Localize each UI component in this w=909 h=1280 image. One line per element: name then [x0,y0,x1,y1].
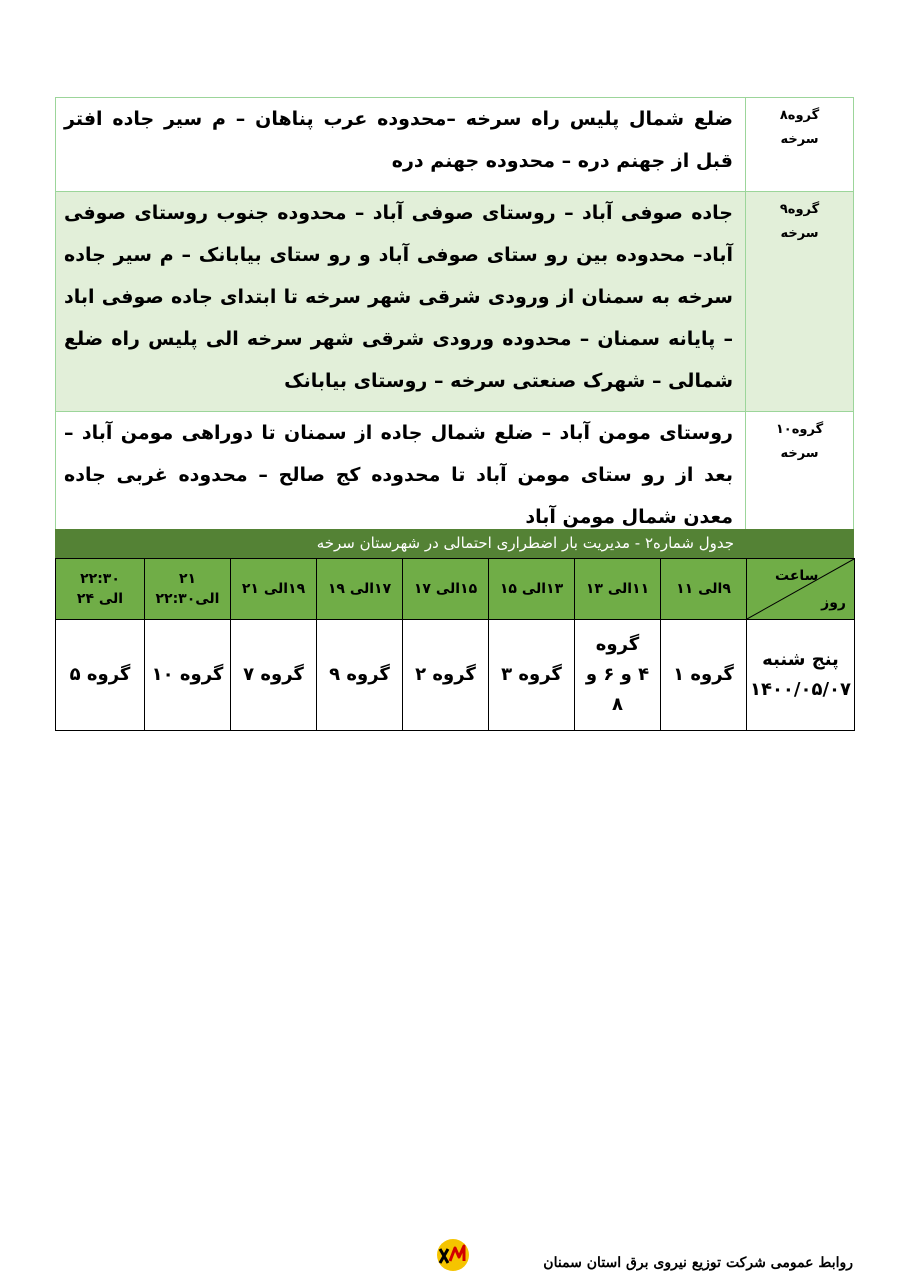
assignment-cell [231,620,317,731]
time-slot-line1: ۱۷الی ۱۹ [327,581,392,597]
assignment-cell [56,620,145,731]
time-slot-header [489,559,575,620]
day-cell [747,620,855,731]
assignment-cell [403,620,489,731]
power-company-logo-icon [428,1237,478,1273]
group-name: گروه۸ [779,108,820,123]
assignment-line1: گروه ۹ [329,664,390,685]
time-slot-line2: الی۲۲:۳۰ [155,591,220,607]
time-slot-line1: ۲۱ [178,571,197,587]
assignment-line3: ۸ [612,694,623,715]
schedule-day-row [56,620,855,731]
group-description: جاده صوفی آباد – روستای صوفی آباد – محدوده جنوب روستای صوفی آباد– محدوده بین رو ستای صوفی آباد و رو ستای بیابانک – م سیر جاده سرخه به سمنان از ورودی شرقی شهر سرخه تا ابتدای جاده صوفی اباد – پایانه سمنان – محدوده ورودی شرقی شهر سرخه الی پلیس راه ضلع شمالی – شهرک صنعتی سرخه – روستای بیابانک [56,192,746,412]
group-row [56,192,854,412]
assignment-cell [661,620,747,731]
footer [428,1237,853,1273]
group-name: گروه۹ [779,202,820,217]
assignment-line1: گروه ۲ [415,664,476,685]
group-city: سرخه [780,446,819,461]
groups-table [55,97,854,547]
assignment-line1: گروه ۷ [243,664,304,685]
schedule-header-row [56,559,855,620]
time-slot-line1: ۱۱الی ۱۳ [585,581,650,597]
group-row [56,412,854,547]
group-description: روستای مومن آباد – ضلع شمال جاده از سمنان تا دوراهی مومن آباد – بعد از رو ستای مومن آباد تا محدوده کج صالح – محدوده غربی جاده معدن شمال مومن آباد [56,412,746,547]
assignment-cell [489,620,575,731]
group-description: ضلع شمال پلیس راه سرخه –محدوده عرب پناهان – م سیر جاده افتر قبل از جهنم دره – محدوده جهنم دره [56,98,746,192]
assignment-line1: گروه ۱۰ [151,664,224,685]
assignment-cell [317,620,403,731]
assignment-line1: گروه ۵ [69,664,131,685]
schedule-table [55,558,855,731]
assignment-line2: ۴ و ۶ و [585,664,650,685]
group-name: گروه۱۰ [775,422,824,437]
group-city: سرخه [780,132,819,147]
corner-header-cell [747,559,855,620]
time-slot-line1: ۱۹الی ۲۱ [241,581,306,597]
time-slot-header [403,559,489,620]
corner-time-label: ساعت [775,568,819,584]
group-row [56,98,854,192]
time-slot-line1: ۱۵الی ۱۷ [413,581,478,597]
assignment-line1: گروه ۱ [673,664,734,685]
time-slot-line1: ۲۲:۳۰ [80,571,120,587]
group-city: سرخه [780,226,819,241]
day-date: ۱۴۰۰/۰۵/۰۷ [749,679,852,700]
time-slot-header [575,559,661,620]
time-slot-line2: الی ۲۴ [76,591,124,607]
time-slot-header [231,559,317,620]
day-name: پنج شنبه [762,649,839,670]
group-name-cell [746,98,854,192]
time-slot-header [145,559,231,620]
time-slot-header [317,559,403,620]
corner-day-label: روز [821,595,846,611]
time-slot-line1: ۱۳الی ۱۵ [499,581,564,597]
assignment-cell [145,620,231,731]
assignment-line1: گروه ۳ [501,664,562,685]
group-name-cell [746,192,854,412]
schedule-caption: جدول شماره۲ - مدیریت بار اضطراری احتمالی در شهرستان سرخه [55,529,854,558]
time-slot-header [661,559,747,620]
assignment-line1: گروه [595,634,640,655]
group-name-cell [746,412,854,547]
footer-org-text: روابط عمومی شرکت توزیع نیروی برق استان سمنان [543,1255,853,1271]
time-slot-line1: ۹الی ۱۱ [676,581,731,597]
assignment-cell [575,620,661,731]
time-slot-header [56,559,145,620]
